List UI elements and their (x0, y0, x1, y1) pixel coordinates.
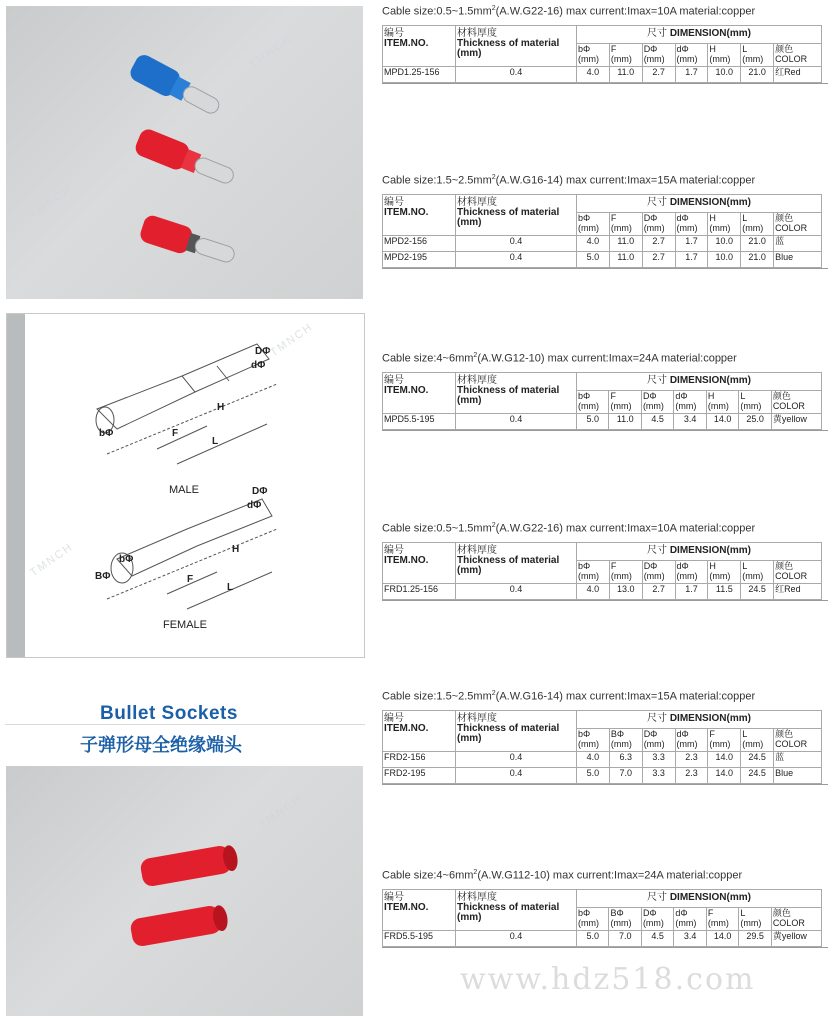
color-value: 黄yellow (771, 930, 821, 946)
column-header: F (mm) (609, 212, 642, 235)
dimension-value: 2.3 (675, 751, 708, 767)
item-header: 编号 ITEM.NO. (383, 372, 456, 413)
dimension-value: 10.0 (708, 251, 741, 267)
dimension-value: 14.0 (708, 751, 741, 767)
column-header: dΦ (mm) (675, 728, 708, 751)
thickness-value: 0.4 (456, 583, 577, 599)
item-header: 编号 ITEM.NO. (383, 542, 456, 583)
dimension-header: 尺寸 DIMENSION(mm) (577, 542, 822, 560)
column-header: bΦ (mm) (577, 390, 609, 413)
footer-watermark: www.hdz518.com (460, 962, 756, 997)
column-header: L (mm) (741, 728, 774, 751)
column-header: L (mm) (739, 390, 771, 413)
table-row (383, 583, 822, 599)
column-header: F (mm) (609, 43, 642, 66)
item-number: FRD5.5-195 (383, 930, 456, 946)
dimension-value: 11.5 (708, 583, 741, 599)
table-row (383, 251, 822, 267)
thickness-value: 0.4 (456, 751, 577, 767)
thickness-value: 0.4 (456, 413, 577, 429)
item-header: 编号 ITEM.NO. (383, 194, 456, 235)
column-header: F (mm) (706, 907, 738, 930)
dimension-value: 29.5 (739, 930, 771, 946)
column-header: L (mm) (741, 560, 774, 583)
color-header: 颜色 COLOR (774, 560, 822, 583)
dimension-value: 4.5 (641, 413, 673, 429)
spec-block (382, 174, 828, 269)
dimension-value: 4.0 (577, 751, 610, 767)
spec-block (382, 869, 828, 948)
dim-label: L (227, 582, 234, 593)
column-header: DΦ (mm) (642, 728, 675, 751)
table-row (383, 930, 822, 946)
color-value: Blue (774, 767, 822, 783)
dimension-value: 2.7 (642, 66, 675, 82)
spec-block (382, 5, 828, 84)
column-header: dΦ (mm) (674, 390, 706, 413)
dimension-value: 5.0 (577, 251, 610, 267)
dimension-value: 4.5 (641, 930, 673, 946)
dimension-value: 4.0 (577, 235, 610, 251)
dimension-header: 尺寸 DIMENSION(mm) (577, 194, 822, 212)
dimension-value: 11.0 (609, 413, 641, 429)
column-header: dΦ (mm) (675, 212, 708, 235)
watermark: TMNCH (268, 320, 316, 360)
dimension-table (382, 25, 822, 83)
table-row (383, 66, 822, 82)
table-row (383, 767, 822, 783)
column-header: DΦ (mm) (641, 907, 673, 930)
column-header: DΦ (mm) (642, 43, 675, 66)
dimension-header: 尺寸 DIMENSION(mm) (577, 372, 822, 390)
dimension-value: 11.0 (609, 251, 642, 267)
dimension-value: 2.7 (642, 235, 675, 251)
dimension-diagram (6, 313, 365, 658)
thickness-header: 材料厚度 Thickness of material (mm) (456, 889, 577, 930)
dimension-table (382, 542, 822, 600)
column-header: L (mm) (739, 907, 771, 930)
table-row (383, 751, 822, 767)
dimension-value: 5.0 (577, 767, 610, 783)
column-header: bΦ (mm) (577, 560, 610, 583)
dimension-value: 24.5 (741, 751, 774, 767)
dim-label: H (232, 544, 240, 555)
dimension-value: 6.3 (609, 751, 642, 767)
dim-label: F (172, 428, 179, 439)
spec-block (382, 352, 828, 431)
thickness-header: 材料厚度 Thickness of material (mm) (456, 25, 577, 66)
title-divider (5, 724, 365, 725)
watermark: TMNCH (247, 32, 295, 72)
column-header: dΦ (mm) (674, 907, 706, 930)
column-header: F (mm) (609, 560, 642, 583)
dimension-value: 7.0 (609, 767, 642, 783)
item-number: FRD1.25-156 (383, 583, 456, 599)
thickness-header: 材料厚度 Thickness of material (mm) (456, 542, 577, 583)
dim-label: F (187, 574, 194, 585)
column-header: H (mm) (708, 43, 741, 66)
dim-label: bΦ (119, 554, 134, 565)
column-header: DΦ (mm) (642, 212, 675, 235)
dimension-value: 7.0 (609, 930, 641, 946)
thickness-header: 材料厚度 Thickness of material (mm) (456, 194, 577, 235)
table-row (383, 413, 822, 429)
dimension-value: 4.0 (577, 583, 610, 599)
dimension-value: 21.0 (741, 235, 774, 251)
cable-spec: Cable $size:1.5\sim 2.5mm^2(A.W.G16-14)$ max current:Imax=15A material:copper (382, 690, 756, 703)
column-header: bΦ (mm) (577, 907, 609, 930)
dimension-value: 14.0 (706, 413, 738, 429)
column-header: DΦ (mm) (642, 560, 675, 583)
dim-label: H (217, 402, 225, 413)
spec-block (382, 690, 828, 785)
dimension-value: 13.0 (609, 583, 642, 599)
column-header: BΦ (mm) (609, 907, 641, 930)
dimension-value: 24.5 (741, 583, 774, 599)
thickness-value: 0.4 (456, 66, 577, 82)
column-header: L (mm) (741, 212, 774, 235)
watermark: TMNCH (257, 792, 305, 832)
dimension-value: 3.3 (642, 767, 675, 783)
dimension-value: 1.7 (675, 235, 708, 251)
item-number: MPD1.25-156 (383, 66, 456, 82)
column-header: bΦ (mm) (577, 728, 610, 751)
item-number: FRD2-195 (383, 767, 456, 783)
dimension-value: 24.5 (741, 767, 774, 783)
dim-label: bΦ (99, 428, 114, 439)
dimension-value: 2.7 (642, 251, 675, 267)
thickness-value: 0.4 (456, 930, 577, 946)
color-value: 蓝 (774, 235, 822, 251)
column-header: dΦ (mm) (675, 560, 708, 583)
column-header: H (mm) (708, 212, 741, 235)
dimension-value: 5.0 (577, 413, 609, 429)
thickness-value: 0.4 (456, 251, 577, 267)
column-header: F (mm) (708, 728, 741, 751)
dimension-value: 21.0 (741, 66, 774, 82)
dim-label: L (212, 436, 219, 447)
dim-label: dΦ (251, 360, 266, 371)
dim-label: DΦ (252, 486, 268, 497)
column-header: bΦ (mm) (577, 43, 610, 66)
male-caption: MALE (169, 484, 199, 496)
spec-block (382, 522, 828, 601)
dim-label: DΦ (255, 346, 271, 357)
dimension-header: 尺寸 DIMENSION(mm) (577, 889, 822, 907)
dimension-value: 2.7 (642, 583, 675, 599)
dimension-value: 11.0 (609, 66, 642, 82)
item-header: 编号 ITEM.NO. (383, 889, 456, 930)
dimension-table (382, 194, 822, 268)
cable-spec: Cable $size:1.5\sim 2.5mm^2(A.W.G16-14)$ max current:Imax=15A material:copper (382, 174, 756, 187)
thickness-header: 材料厚度 Thickness of material (mm) (456, 710, 577, 751)
dimension-value: 10.0 (708, 235, 741, 251)
column-header: bΦ (mm) (577, 212, 610, 235)
dimension-value: 25.0 (739, 413, 771, 429)
dimension-table (382, 710, 822, 784)
cable-spec: Cable $size:4\sim 6mm^2(A.W.G12-10)$ max current:Imax=24A material:copper (382, 352, 737, 365)
dimension-value: 21.0 (741, 251, 774, 267)
color-value: 红Red (774, 66, 822, 82)
watermark: TMNCH (27, 182, 75, 222)
color-header: 颜色 COLOR (771, 907, 821, 930)
color-value: Blue (774, 251, 822, 267)
dimension-header: 尺寸 DIMENSION(mm) (577, 710, 822, 728)
column-header: H (mm) (706, 390, 738, 413)
table-row (383, 235, 822, 251)
female-sockets-photo (6, 766, 363, 1016)
female-sockets-illustration (6, 766, 363, 1016)
cable-spec: Cable $size:0.5\sim 1.5mm^2(A.W.G22-16)$ max current:Imax=10A material:copper (382, 5, 756, 18)
item-number: MPD5.5-195 (383, 413, 456, 429)
dimension-table (382, 889, 822, 947)
dim-label: dΦ (247, 500, 262, 511)
color-header: 颜色 COLOR (774, 728, 822, 751)
color-value: 蓝 (774, 751, 822, 767)
dimension-header: 尺寸 DIMENSION(mm) (577, 25, 822, 43)
thickness-value: 0.4 (456, 235, 577, 251)
color-header: 颜色 COLOR (774, 43, 822, 66)
dimension-value: 1.7 (675, 583, 708, 599)
section-title-zh: 子弹形母全绝缘端头 (80, 735, 242, 756)
section-title-en: Bullet Sockets (100, 703, 238, 724)
item-header: 编号 ITEM.NO. (383, 710, 456, 751)
column-header: BΦ (mm) (609, 728, 642, 751)
cable-spec: Cable $size:0.5\sim 1.5mm^2(A.W.G22-16)$ max current:Imax=10A material:copper (382, 522, 756, 535)
column-header: F (mm) (609, 390, 641, 413)
female-caption: FEMALE (163, 619, 208, 631)
dim-label: BΦ (95, 571, 111, 582)
dimension-value: 1.7 (675, 251, 708, 267)
dimension-value: 2.3 (675, 767, 708, 783)
thickness-header: 材料厚度 Thickness of material (mm) (456, 372, 577, 413)
column-header: dΦ (mm) (675, 43, 708, 66)
dimension-table (382, 372, 822, 430)
dimension-value: 4.0 (577, 66, 610, 82)
dimension-value: 3.4 (674, 413, 706, 429)
dimension-value: 1.7 (675, 66, 708, 82)
item-number: MPD2-156 (383, 235, 456, 251)
item-number: FRD2-156 (383, 751, 456, 767)
watermark: TMNCH (28, 540, 76, 580)
male-connectors-illustration (6, 6, 363, 299)
watermark: TMNCH (27, 812, 75, 852)
dimension-value: 14.0 (706, 930, 738, 946)
dimension-value: 3.4 (674, 930, 706, 946)
male-connectors-photo (6, 6, 363, 299)
column-header: DΦ (mm) (641, 390, 673, 413)
color-value: 红Red (774, 583, 822, 599)
cable-spec: Cable $size:4\sim 6mm^2(A.W.G112-10)$ max current:Imax=24A material:copper (382, 869, 743, 882)
dimension-value: 11.0 (609, 235, 642, 251)
dimension-value: 14.0 (708, 767, 741, 783)
column-header: L (mm) (741, 43, 774, 66)
color-header: 颜色 COLOR (774, 212, 822, 235)
thickness-value: 0.4 (456, 767, 577, 783)
color-header: 颜色 COLOR (771, 390, 821, 413)
dimension-value: 10.0 (708, 66, 741, 82)
item-number: MPD2-195 (383, 251, 456, 267)
dimension-value: 5.0 (577, 930, 609, 946)
item-header: 编号 ITEM.NO. (383, 25, 456, 66)
color-value: 黄yellow (771, 413, 821, 429)
dimension-value: 3.3 (642, 751, 675, 767)
column-header: H (mm) (708, 560, 741, 583)
